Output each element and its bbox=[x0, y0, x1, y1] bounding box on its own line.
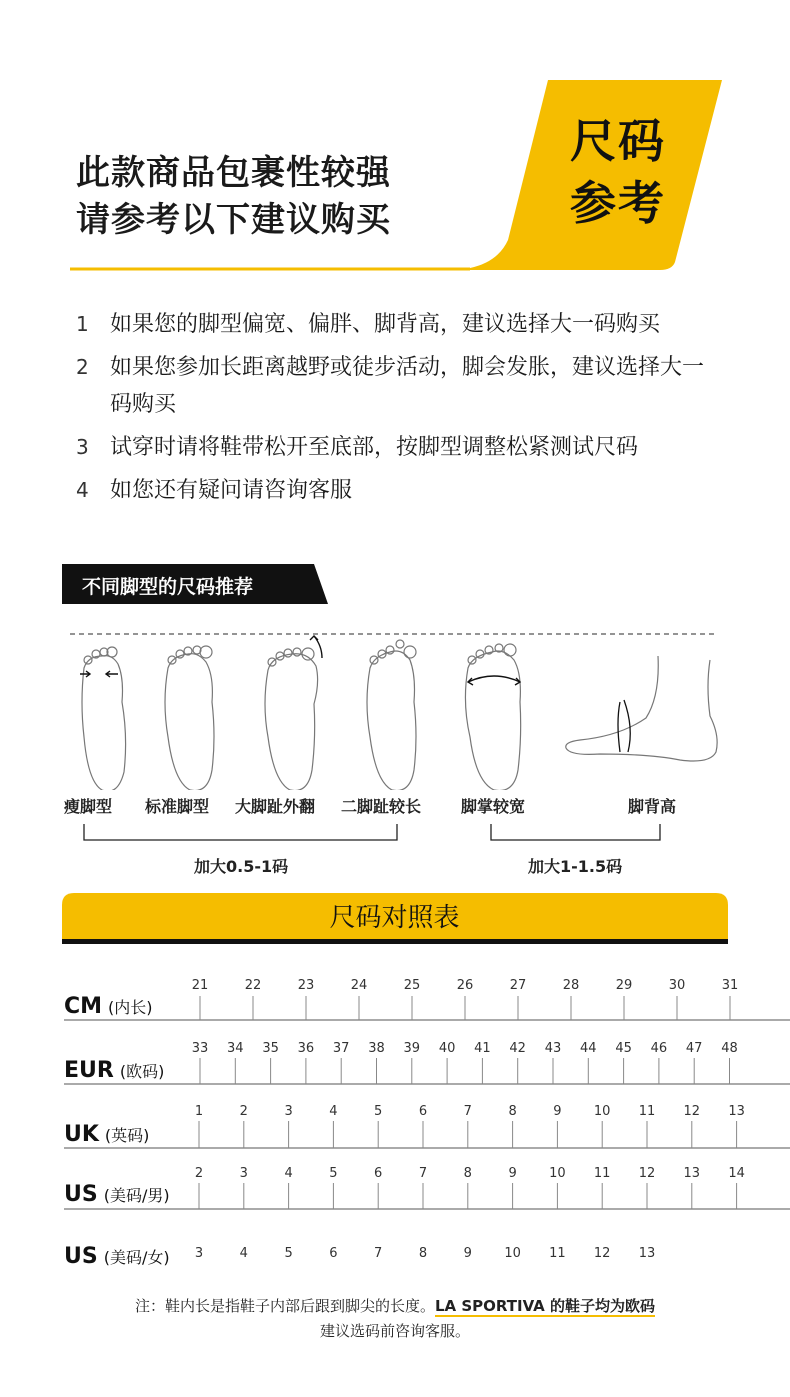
tip-text: 如果您的脚型偏宽、偏胖、脚背高，建议选择大一码购买 bbox=[110, 312, 661, 337]
foot-type-label: 瘦脚型 bbox=[64, 797, 113, 816]
slim-foot-icon bbox=[80, 647, 126, 790]
tip-item bbox=[76, 472, 736, 509]
scale-tick-label: 14 bbox=[728, 1166, 745, 1181]
scale-tick-label: 13 bbox=[683, 1166, 701, 1181]
size-reference-badge bbox=[548, 110, 688, 234]
scale-tick-label: 3 bbox=[284, 1104, 293, 1119]
scale-tick-label: 6 bbox=[329, 1246, 338, 1261]
scale-tick-label: 37 bbox=[332, 1041, 350, 1056]
scale-tick-label: 44 bbox=[580, 1041, 597, 1056]
scale-tick-label: 40 bbox=[438, 1041, 456, 1056]
scale-tick-label: 21 bbox=[191, 978, 209, 993]
scale-tick-label: 29 bbox=[615, 978, 633, 993]
wide-foot-icon bbox=[465, 644, 520, 790]
foot-type-label: 脚背高 bbox=[628, 797, 677, 816]
scale-tick-label: 24 bbox=[350, 978, 368, 993]
row-label-main: US bbox=[64, 1182, 98, 1207]
row-label-main: EUR bbox=[64, 1058, 114, 1083]
row-label-us-men bbox=[64, 1182, 170, 1207]
scale-tick-label: 46 bbox=[650, 1041, 668, 1056]
scale-tick-label: 12 bbox=[683, 1104, 701, 1119]
range-label-b: 加大1-1.5码 bbox=[528, 857, 623, 876]
scale-tick-label: 4 bbox=[329, 1104, 338, 1119]
scale-tick-label: 39 bbox=[403, 1041, 421, 1056]
scale-tick-label: 11 bbox=[549, 1246, 566, 1261]
foot-type-section-title: 不同脚型的尺码推荐 bbox=[82, 576, 254, 598]
scale-tick-label: 10 bbox=[593, 1104, 611, 1119]
scale-tick-label: 7 bbox=[374, 1246, 383, 1261]
scale-tick-label: 28 bbox=[562, 978, 580, 993]
range-label-a: 加大0.5-1码 bbox=[194, 857, 289, 876]
tip-number: 4 bbox=[76, 478, 89, 502]
scale-tick-label: 2 bbox=[194, 1166, 204, 1181]
scale-tick-label: 6 bbox=[374, 1166, 383, 1181]
footer-note bbox=[0, 1294, 790, 1344]
scale-tick-label: 4 bbox=[284, 1166, 293, 1181]
scale-tick-label: 34 bbox=[227, 1041, 244, 1056]
scale-tick-label: 41 bbox=[474, 1041, 491, 1056]
row-label-cm bbox=[64, 994, 153, 1019]
row-label-sub: (美码/男) bbox=[103, 1186, 170, 1205]
scale-tick-label: 36 bbox=[297, 1041, 315, 1056]
scale-tick-label: 8 bbox=[463, 1166, 472, 1181]
tip-number: 1 bbox=[76, 312, 89, 336]
scale-tick-label: 3 bbox=[239, 1166, 248, 1181]
scale-tick-label: 43 bbox=[544, 1041, 562, 1056]
row-label-sub: (美码/女) bbox=[103, 1248, 170, 1267]
tip-number: 3 bbox=[76, 435, 89, 459]
row-label-uk bbox=[64, 1122, 149, 1147]
scale-tick-label: 33 bbox=[191, 1041, 209, 1056]
foot-illustrations bbox=[0, 620, 790, 790]
scale-tick-label: 45 bbox=[615, 1041, 632, 1056]
tip-text: 如您还有疑问请咨询客服 bbox=[110, 478, 353, 503]
scale-tick-label: 26 bbox=[456, 978, 474, 993]
row-label-sub: (欧码) bbox=[119, 1062, 165, 1081]
range-brackets bbox=[0, 822, 790, 846]
scale-tick-label: 9 bbox=[553, 1104, 562, 1119]
row-label-main: UK bbox=[64, 1122, 99, 1147]
scale-tick-label: 8 bbox=[508, 1104, 517, 1119]
scale-tick-label: 13 bbox=[728, 1104, 745, 1119]
badge-line-1: 尺码 bbox=[570, 114, 666, 168]
tip-item bbox=[76, 349, 736, 423]
scale-tick-label: 38 bbox=[368, 1041, 385, 1056]
note-brand: LA SPORTIVA 的鞋子均为欧码 bbox=[434, 1297, 656, 1315]
tip-number: 2 bbox=[76, 355, 89, 379]
high-instep-foot-icon bbox=[566, 656, 717, 761]
scale-tick-label: 5 bbox=[374, 1104, 383, 1119]
scale-tick-label: 2 bbox=[239, 1104, 248, 1119]
scale-tick-label: 22 bbox=[244, 978, 262, 993]
scale-tick-label: 48 bbox=[721, 1041, 738, 1056]
tips-list bbox=[76, 306, 736, 509]
scale-tick-label: 27 bbox=[509, 978, 527, 993]
foot-type-label: 二脚趾较长 bbox=[341, 797, 422, 816]
scale-tick-label: 13 bbox=[638, 1246, 656, 1261]
scale-tick-label: 23 bbox=[297, 978, 315, 993]
tip-text: 试穿时请将鞋带松开至底部，按脚型调整松紧测试尺码 bbox=[110, 435, 639, 460]
tip-item bbox=[76, 306, 736, 343]
scale-tick-label: 4 bbox=[239, 1246, 248, 1261]
row-label-eur bbox=[64, 1058, 164, 1083]
headline bbox=[76, 150, 391, 244]
standard-foot-icon bbox=[165, 646, 214, 790]
scale-tick-label: 10 bbox=[549, 1166, 566, 1181]
foot-type-label: 脚掌较宽 bbox=[461, 797, 526, 816]
scale-tick-label: 11 bbox=[593, 1166, 611, 1181]
headline-line-1: 此款商品包裹性较强 bbox=[76, 153, 391, 193]
scale-tick-label: 25 bbox=[403, 978, 421, 993]
row-label-sub: (内长) bbox=[108, 998, 153, 1017]
scale-tick-label: 9 bbox=[508, 1166, 517, 1181]
scale-tick-label: 47 bbox=[685, 1041, 703, 1056]
scale-tick-label: 3 bbox=[194, 1246, 204, 1261]
scale-tick-label: 8 bbox=[418, 1246, 428, 1261]
bunion-foot-icon bbox=[265, 636, 322, 790]
foot-type-section-tag bbox=[62, 564, 328, 604]
badge-line-2: 参考 bbox=[570, 176, 666, 230]
row-label-sub: (英码) bbox=[104, 1126, 150, 1145]
scale-tick-label: 1 bbox=[194, 1104, 204, 1119]
scale-tick-label: 5 bbox=[329, 1166, 338, 1181]
row-label-us-women bbox=[64, 1244, 170, 1269]
row-label-main: CM bbox=[64, 994, 103, 1019]
scale-tick-label: 9 bbox=[463, 1246, 472, 1261]
note-line-1 bbox=[0, 1294, 790, 1319]
foot-type-label: 标准脚型 bbox=[145, 797, 210, 816]
scale-tick-label: 35 bbox=[262, 1041, 279, 1056]
scale-tick-label: 31 bbox=[721, 978, 739, 993]
scale-tick-label: 12 bbox=[638, 1166, 656, 1181]
row-label-main: US bbox=[64, 1244, 98, 1269]
scale-tick-label: 7 bbox=[418, 1166, 428, 1181]
headline-line-2: 请参考以下建议购买 bbox=[76, 200, 391, 240]
foot-type-label: 大脚趾外翻 bbox=[235, 797, 316, 816]
size-chart-title: 尺码对照表 bbox=[329, 903, 460, 933]
scale-tick-label: 42 bbox=[509, 1041, 526, 1056]
tip-item bbox=[76, 429, 736, 466]
scale-tick-label: 30 bbox=[668, 978, 686, 993]
tip-text: 如果您参加长距离越野或徒步活动，脚会发胀，建议选择大一码购买 bbox=[110, 355, 705, 417]
scale-tick-label: 11 bbox=[638, 1104, 656, 1119]
scale-tick-label: 12 bbox=[593, 1246, 611, 1261]
note-prefix: 注：鞋内长是指鞋子内部后跟到脚尖的长度。 bbox=[134, 1297, 435, 1315]
note-line-2: 建议选码前咨询客服。 bbox=[319, 1322, 470, 1340]
scale-tick-label: 7 bbox=[463, 1104, 472, 1119]
scale-tick-label: 10 bbox=[504, 1246, 521, 1261]
scale-tick-label: 6 bbox=[418, 1104, 428, 1119]
long-second-toe-foot-icon bbox=[367, 640, 416, 790]
scale-tick-label: 5 bbox=[284, 1246, 293, 1261]
